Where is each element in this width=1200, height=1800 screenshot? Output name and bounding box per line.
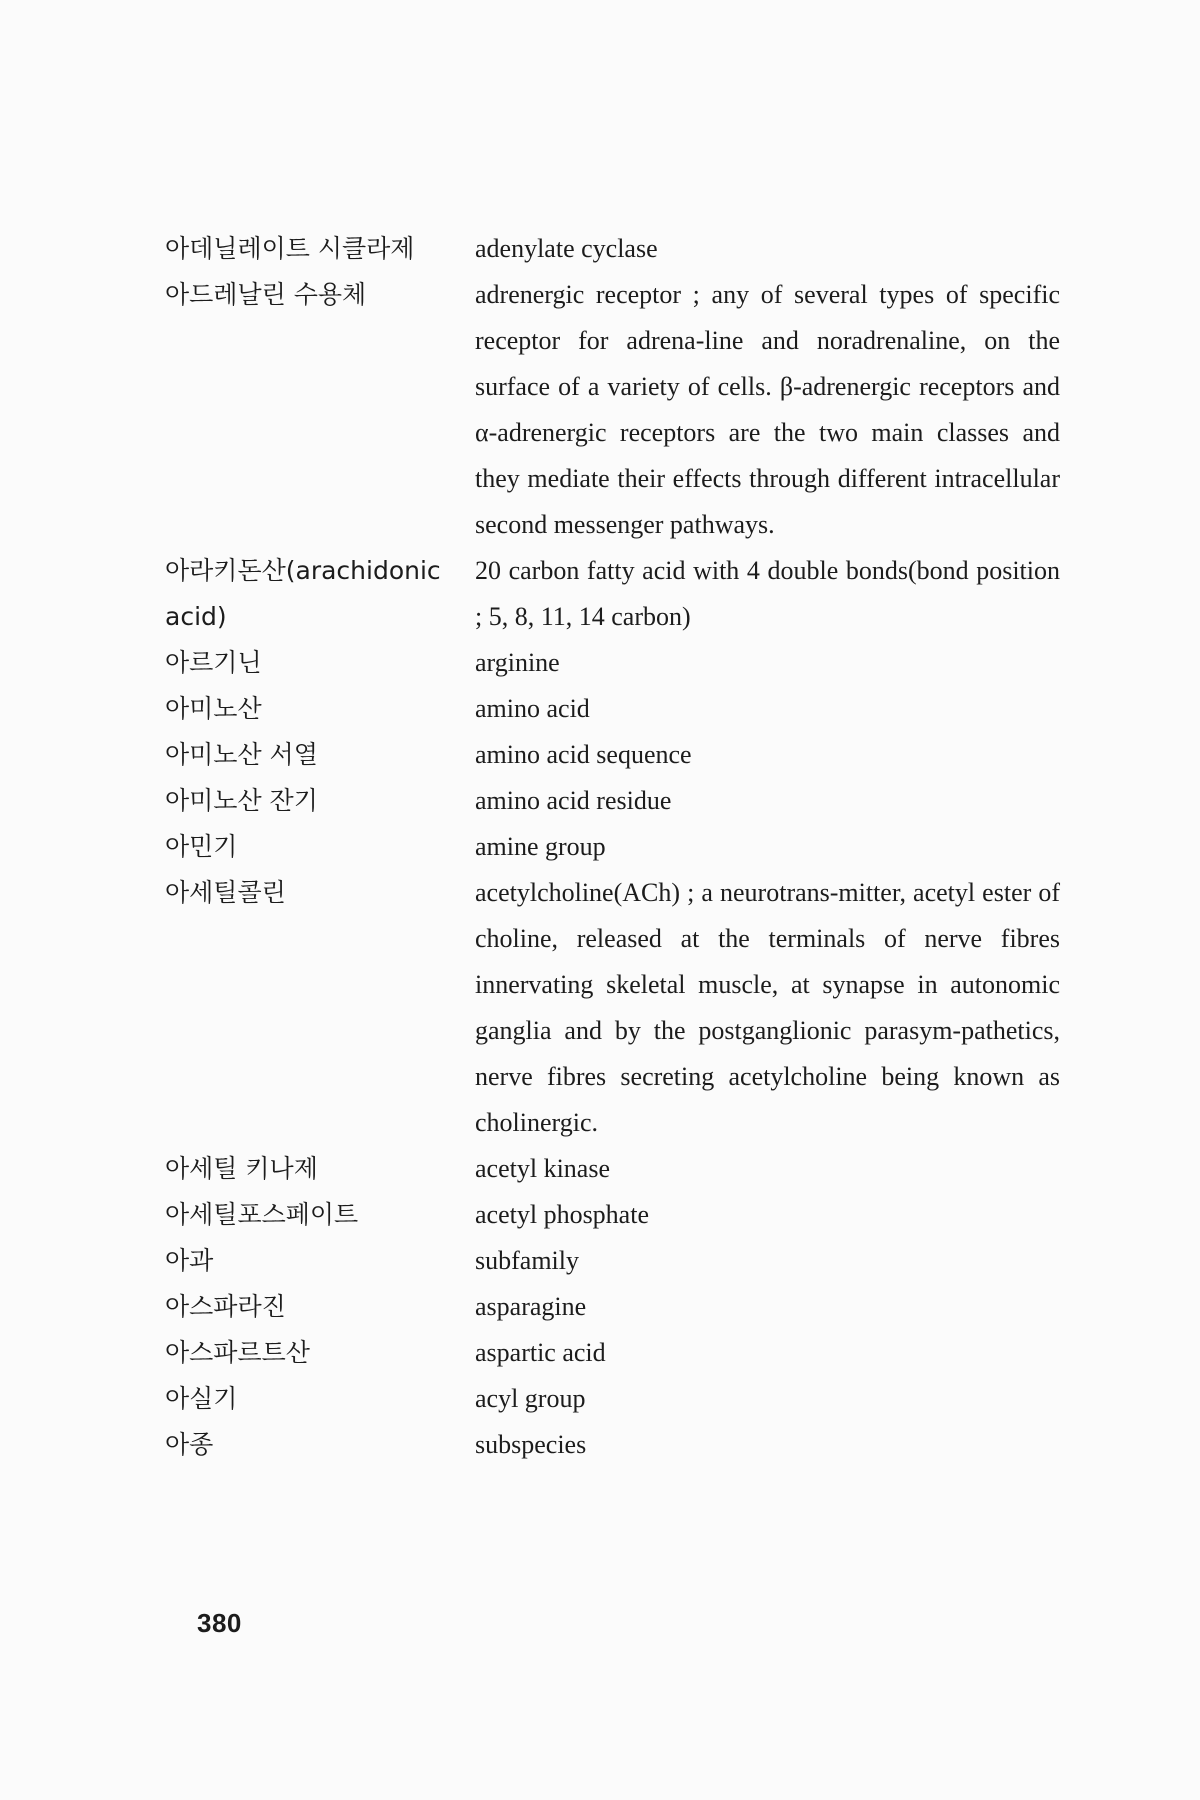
entry-definition: subspecies [475,1430,587,1459]
entry-term: 아과 [165,1246,214,1275]
page-number: 380 [197,1608,242,1638]
entry-definition: acetyl phosphate [475,1200,649,1229]
glossary-entry [165,824,1060,870]
glossary-entry [165,226,1060,272]
entry-definition: adrenergic receptor ; any of several types of specific receptor for adrena-line and noradrenaline, on the surface of a variety of cells. β-adrenergic receptors and α-adrenergic receptors are the two main classes and they mediate their effects through different intracellular second messenger pathways. [475,280,1060,539]
glossary-entry [165,1238,1060,1284]
entry-term: 아민기 [165,832,238,861]
glossary-entry [165,640,1060,686]
entry-term: 아드레날린 수용체 [165,280,367,309]
glossary-entry [165,686,1060,732]
entry-definition: acetyl kinase [475,1154,610,1183]
glossary-entry [165,732,1060,778]
entry-term: 아스파르트산 [165,1338,310,1367]
entry-term: 아종 [165,1430,214,1459]
entry-definition: 20 carbon fatty acid with 4 double bonds(bond position ; 5, 8, 11, 14 carbon) [475,556,1060,631]
entry-definition: subfamily [475,1246,579,1275]
entry-term: 아데닐레이트 시클라제 [165,234,415,263]
entry-definition: aspartic acid [475,1338,606,1367]
entry-term: 아미노산 [165,694,262,723]
entry-definition: amino acid [475,694,590,723]
entry-term: 아스파라진 [165,1292,286,1321]
glossary-entry [165,272,1060,548]
glossary-entry [165,548,1060,640]
entry-definition: arginine [475,648,560,677]
glossary-entry [165,1376,1060,1422]
glossary-list [165,226,1060,1468]
glossary-entry [165,1284,1060,1330]
entry-term: 아세틸 키나제 [165,1154,318,1183]
entry-term: 아세틸포스페이트 [165,1200,359,1229]
glossary-entry [165,1422,1060,1468]
entry-definition: asparagine [475,1292,587,1321]
entry-term: 아미노산 서열 [165,740,318,769]
entry-term: 아미노산 잔기 [165,786,318,815]
entry-term: 아세틸콜린 [165,878,286,907]
glossary-entry [165,1192,1060,1238]
entry-term: 아르기닌 [165,648,262,677]
entry-definition: amine group [475,832,606,861]
entry-definition: acetylcholine(ACh) ; a neurotrans-mitter, acetyl ester of choline, released at the terminals of nerve fibres innervating skeletal muscle, at synapse in autonomic ganglia and by the postganglionic parasym-pathetics, nerve fibres secreting acetylcholine being known as cholinergic. [475,878,1060,1137]
glossary-entry [165,1146,1060,1192]
glossary-entry [165,1330,1060,1376]
entry-definition: amino acid sequence [475,740,692,769]
entry-definition: acyl group [475,1384,586,1413]
entry-term: 아실기 [165,1384,238,1413]
entry-term: 아라키돈산(arachidonic acid) [165,556,441,631]
glossary-entry [165,778,1060,824]
glossary-entry [165,870,1060,1146]
entry-definition: amino acid residue [475,786,672,815]
entry-definition: adenylate cyclase [475,234,658,263]
